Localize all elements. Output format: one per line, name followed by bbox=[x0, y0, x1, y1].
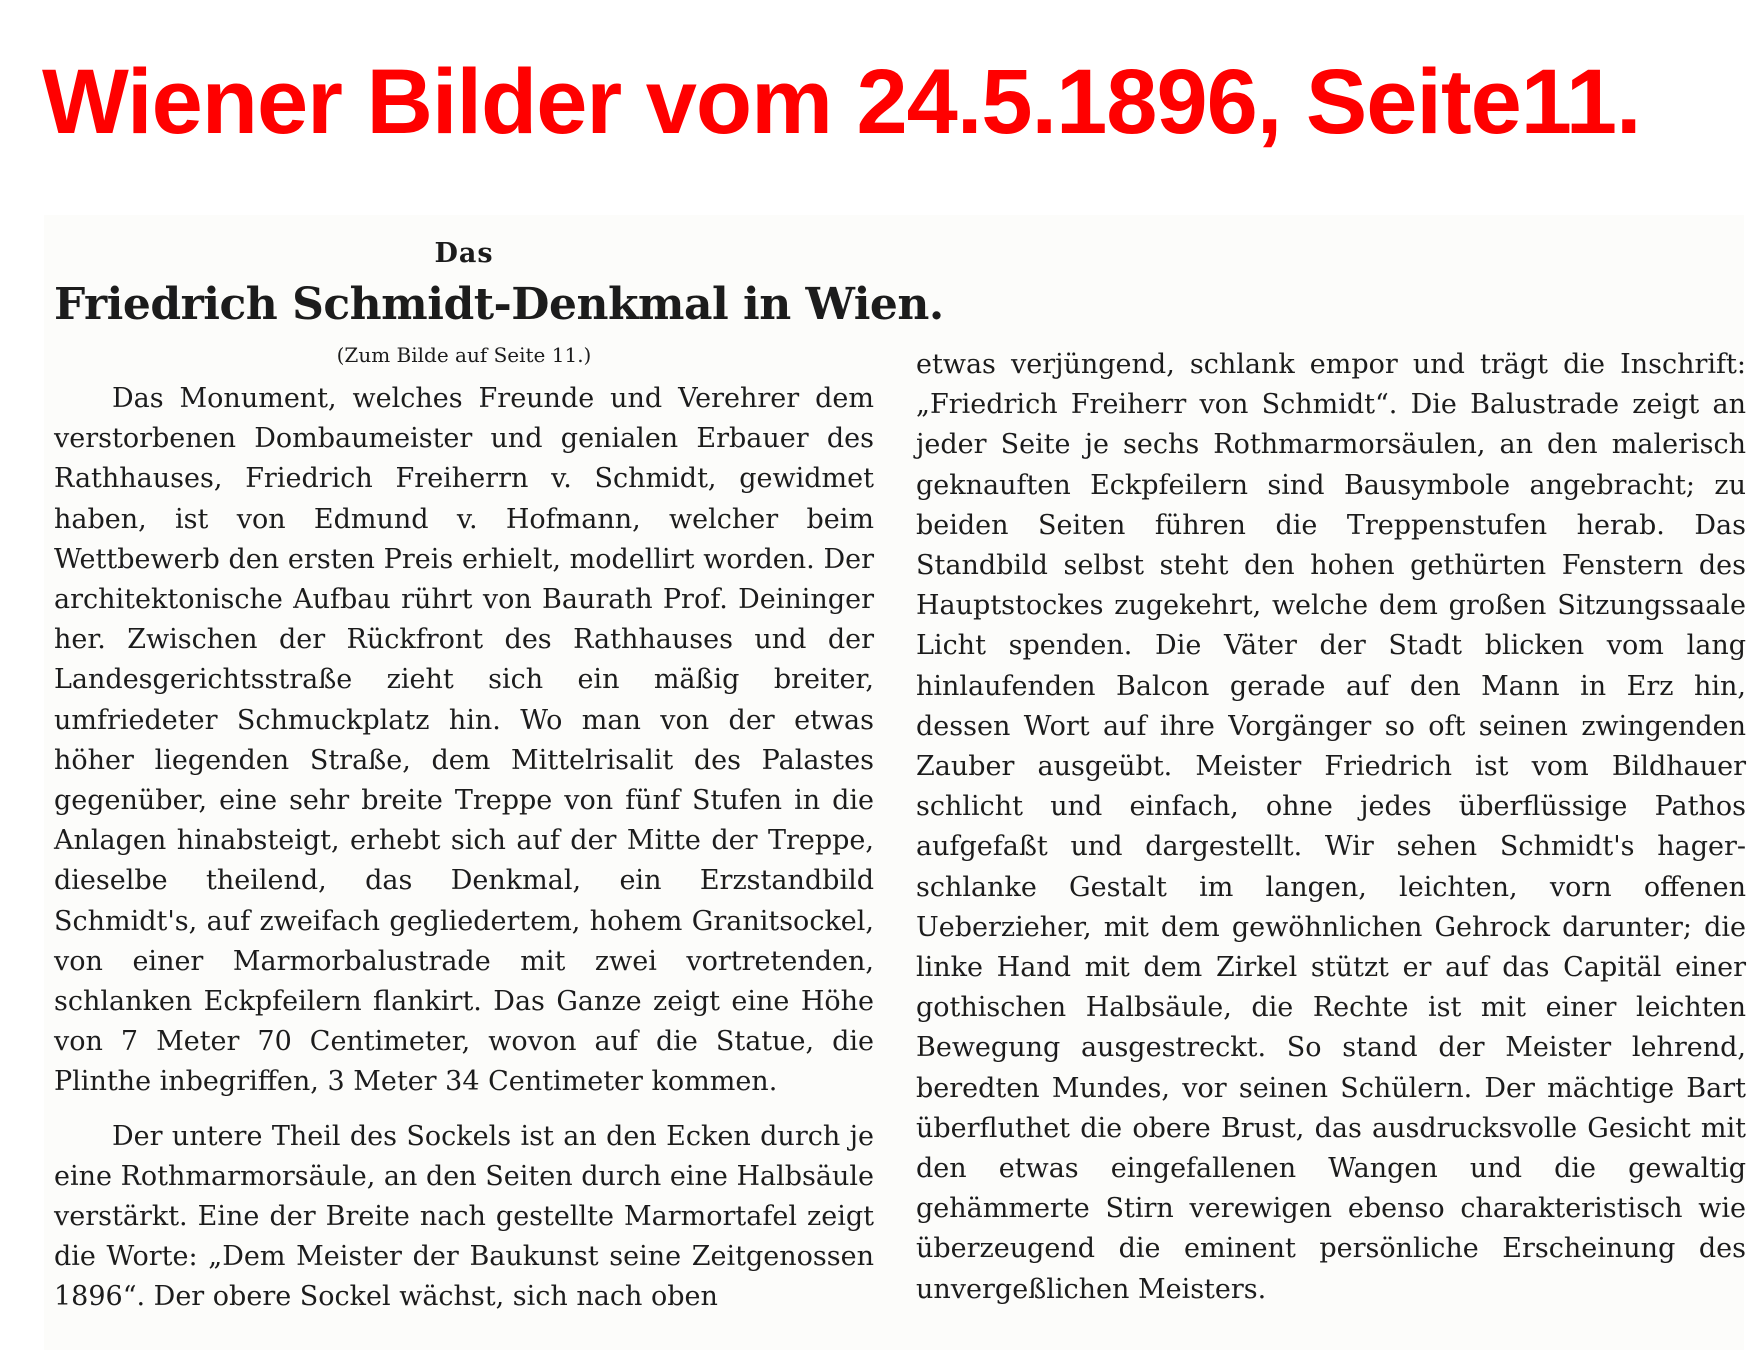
article-title: Friedrich Schmidt-Denkmal in Wien. bbox=[54, 279, 944, 330]
article-paragraph: etwas verjüngend, schlank empor und trägt die Inschrift: „Friedrich Freiherr von Schmidt“. Die Balustrade zeigt an jeder Seite je sechs Rothmarmorsäulen, an den malerisch geknauften Eckpfeilern sind Bausymbole angebracht; zu beiden Seiten führen die Treppenstufen herab. Das Standbild selbst steht den hohen gethürten Fenstern des Hauptstockes zugekehrt, welche dem großen Sitzungssaale Licht spenden. Die Väter der Stadt blicken vom lang hinlaufenden Balcon gerade auf den Mann in Erz hin, dessen Wort auf ihre Vorgänger so oft seinen zwingenden Zauber ausgeübt. Meister Friedrich ist vom Bildhauer schlicht und einfach, ohne jedes überflüssige Pathos aufgefaßt und dargestellt. Wir sehen Schmidt's hager-schlanke Gestalt im langen, leichten, vorn offenen Ueberzieher, mit dem gewöhnlichen Gehrock darunter; die linke Hand mit dem Zirkel stützt er auf das Capitäl einer gothischen Halbsäule, die Rechte ist mit einer leichten Bewegung ausgestreckt. So stand der Meister lehrend, beredten Mundes, vor seinen Schülern. Der mächtige Bart überfluthet die obere Brust, das ausdrucksvolle Gesicht mit den etwas eingefallenen Wangen und die gewaltig gehämmerte Stirn verewigen ebenso charakteristisch wie überzeugend die eminent persönliche Erscheinung des unvergeßlichen Meisters. bbox=[916, 349, 1746, 1305]
newspaper-clipping bbox=[44, 215, 1744, 1350]
article-column-right bbox=[916, 345, 1746, 1310]
page-headline: Wiener Bilder vom 24.5.1896, Seite11. bbox=[42, 51, 1641, 153]
article-paragraph: Der untere Theil des Sockels ist an den Ecken durch je eine Rothmarmorsäule, an den Seiten durch eine Halbsäule verstärkt. Eine der Breite nach gestellte Marmortafel zeigt die Worte: „Dem Meister der Baukunst seine Zeitgenossen 1896“. Der obere Sockel wächst, sich nach oben bbox=[54, 1120, 874, 1313]
article-column-left bbox=[54, 215, 944, 1318]
article-subtitle: (Zum Bilde auf Seite 11.) bbox=[336, 343, 592, 367]
article-kicker: Das bbox=[434, 238, 494, 269]
article-paragraph: Das Monument, welches Freunde und Verehrer dem verstorbenen Dombaumeister und genialen Erbauer des Rathhauses, Friedrich Freiherrn v. Schmidt, gewidmet haben, ist von Edmund v. Hofmann, welcher beim Wettbewerb den ersten Preis erhielt, modellirt worden. Der architektonische Aufbau rührt von Baurath Prof. Deininger her. Zwischen der Rückfront des Rathhauses und der Landesgerichtsstraße zieht sich ein mäßig breiter, umfriedeter Schmuckplatz hin. Wo man von der etwas höher liegenden Straße, dem Mittelrisalit des Palastes gegenüber, eine sehr breite Treppe von fünf Stufen in die Anlagen hinabsteigt, erhebt sich auf der Mitte der Treppe, dieselbe theilend, das Denkmal, ein Erzstandbild Schmidt's, auf zweifach gegliedertem, hohem Granitsockel, von einer Marmorbalustrade mit zwei vortretenden, schlanken Eckpfeilern flankirt. Das Ganze zeigt eine Höhe von 7 Meter 70 Centimeter, wovon auf die Statue, die Plinthe inbegriffen, 3 Meter 34 Centimeter kommen. bbox=[54, 383, 874, 1098]
